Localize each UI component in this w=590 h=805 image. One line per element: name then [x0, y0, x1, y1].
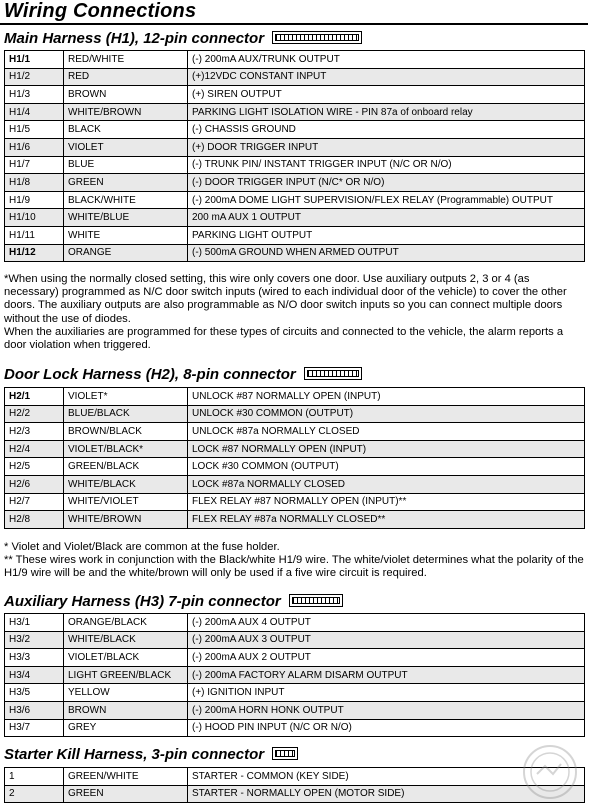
table-row [5, 121, 585, 139]
table-row [5, 493, 585, 511]
table-row [5, 209, 585, 227]
title-divider [0, 23, 588, 25]
pin-cell: H1/3 [5, 86, 64, 104]
function-cell: (+) IGNITION INPUT [188, 684, 585, 702]
pin-cell: H3/7 [5, 719, 64, 737]
table-row [5, 701, 585, 719]
table-row [5, 156, 585, 174]
pin-cell: H2/5 [5, 458, 64, 476]
wire-color-cell: BLACK/WHITE [64, 191, 188, 209]
table-row [5, 785, 585, 803]
pin-cell: H1/9 [5, 191, 64, 209]
connector-8pin-icon [304, 367, 362, 380]
h1-pin-table [4, 50, 585, 262]
watermark-logo [517, 744, 583, 800]
function-cell: (-) 200mA AUX 3 OUTPUT [188, 631, 585, 649]
function-cell: LOCK #87a NORMALLY CLOSED [188, 475, 585, 493]
wire-color-cell: VIOLET/BLACK* [64, 440, 188, 458]
h2-title-text: Door Lock Harness (H2), 8-pin connector [4, 366, 296, 383]
pin-cell: H2/7 [5, 493, 64, 511]
function-cell: (-) HOOD PIN INPUT (N/C OR N/O) [188, 719, 585, 737]
pin-cell: H1/8 [5, 174, 64, 192]
h1-note-2: When the auxiliaries are programmed for these types of circuits and connected to the vehicle, the alarm reports a door violation when triggered. [4, 325, 564, 352]
connector-7pin-icon [289, 594, 343, 607]
function-cell: (+) DOOR TRIGGER INPUT [188, 138, 585, 156]
table-row [5, 614, 585, 632]
wire-color-cell: RED/WHITE [64, 51, 188, 69]
pin-cell: H2/8 [5, 511, 64, 529]
wire-color-cell: YELLOW [64, 684, 188, 702]
function-cell: (-) 200mA AUX 2 OUTPUT [188, 649, 585, 667]
function-cell: (-) 200mA AUX 4 OUTPUT [188, 614, 585, 632]
function-cell: (-) 200mA FACTORY ALARM DISARM OUTPUT [188, 666, 585, 684]
table-row [5, 768, 585, 786]
h1-title-text: Main Harness (H1), 12-pin connector [4, 30, 265, 47]
pin-cell: H2/4 [5, 440, 64, 458]
wire-color-cell: LIGHT GREEN/BLACK [64, 666, 188, 684]
table-row [5, 511, 585, 529]
function-cell: 200 mA AUX 1 OUTPUT [188, 209, 585, 227]
h3-title-text: Auxiliary Harness (H3) 7-pin connector [4, 593, 281, 610]
starter-section-title [4, 746, 298, 763]
page-title: Wiring Connections [4, 0, 197, 22]
pin-cell: H3/4 [5, 666, 64, 684]
function-cell: (-) TRUNK PIN/ INSTANT TRIGGER INPUT (N/C OR N/O) [188, 156, 585, 174]
connector-12pin-icon [272, 31, 362, 44]
pin-cell: H3/2 [5, 631, 64, 649]
h2-pin-table [4, 387, 585, 529]
table-row [5, 458, 585, 476]
wire-color-cell: WHITE/VIOLET [64, 493, 188, 511]
table-row [5, 719, 585, 737]
table-row [5, 684, 585, 702]
function-cell: UNLOCK #87a NORMALLY CLOSED [188, 423, 585, 441]
function-cell: (+) SIREN OUTPUT [188, 86, 585, 104]
pin-cell: H3/3 [5, 649, 64, 667]
table-row [5, 666, 585, 684]
table-row [5, 103, 585, 121]
pin-cell: H1/7 [5, 156, 64, 174]
table-row [5, 226, 585, 244]
function-cell: (-) 200mA AUX/TRUNK OUTPUT [188, 51, 585, 69]
pin-cell: H2/1 [5, 388, 64, 406]
wire-color-cell: GREEN/WHITE [64, 768, 188, 786]
function-cell: UNLOCK #30 COMMON (OUTPUT) [188, 405, 585, 423]
pin-cell: H2/6 [5, 475, 64, 493]
function-cell: LOCK #30 COMMON (OUTPUT) [188, 458, 585, 476]
wire-color-cell: WHITE/BLACK [64, 631, 188, 649]
pin-cell: H2/2 [5, 405, 64, 423]
function-cell: (-) 200mA DOME LIGHT SUPERVISION/FLEX RELAY (Programmable) OUTPUT [188, 191, 585, 209]
function-cell: (-) DOOR TRIGGER INPUT (N/C* OR N/O) [188, 174, 585, 192]
wire-color-cell: ORANGE/BLACK [64, 614, 188, 632]
wire-color-cell: BLACK [64, 121, 188, 139]
h2-notes [4, 541, 586, 581]
pin-cell: 2 [5, 785, 64, 803]
starter-title-text: Starter Kill Harness, 3-pin connector [4, 746, 265, 763]
function-cell: FLEX RELAY #87 NORMALLY OPEN (INPUT)** [188, 493, 585, 511]
pin-cell: H1/2 [5, 68, 64, 86]
table-row [5, 649, 585, 667]
wire-color-cell: VIOLET* [64, 388, 188, 406]
function-cell: UNLOCK #87 NORMALLY OPEN (INPUT) [188, 388, 585, 406]
pin-cell: H2/3 [5, 423, 64, 441]
wire-color-cell: BROWN/BLACK [64, 423, 188, 441]
wire-color-cell: WHITE/BLACK [64, 475, 188, 493]
table-row [5, 86, 585, 104]
pin-cell: H1/4 [5, 103, 64, 121]
pin-cell: H1/6 [5, 138, 64, 156]
table-row [5, 440, 585, 458]
table-row [5, 475, 585, 493]
wire-color-cell: GREEN/BLACK [64, 458, 188, 476]
h1-notes [4, 273, 586, 352]
function-cell: PARKING LIGHT OUTPUT [188, 226, 585, 244]
wire-color-cell: BLUE/BLACK [64, 405, 188, 423]
pin-cell: H1/1 [5, 51, 64, 69]
table-row [5, 388, 585, 406]
function-cell: STARTER - COMMON (KEY SIDE) [188, 768, 585, 786]
pin-cell: H1/12 [5, 244, 64, 262]
wire-color-cell: RED [64, 68, 188, 86]
pin-cell: H3/5 [5, 684, 64, 702]
h2-section-title [4, 366, 362, 383]
function-cell: (-) 200mA HORN HONK OUTPUT [188, 701, 585, 719]
wire-color-cell: GREY [64, 719, 188, 737]
h1-section-title [4, 30, 362, 47]
table-row [5, 191, 585, 209]
wire-color-cell: WHITE/BLUE [64, 209, 188, 227]
pin-cell: 1 [5, 768, 64, 786]
h3-pin-table [4, 613, 585, 737]
function-cell: PARKING LIGHT ISOLATION WIRE - PIN 87a of onboard relay [188, 103, 585, 121]
table-row [5, 174, 585, 192]
pin-cell: H1/5 [5, 121, 64, 139]
table-row [5, 631, 585, 649]
function-cell: STARTER - NORMALLY OPEN (MOTOR SIDE) [188, 785, 585, 803]
table-row [5, 138, 585, 156]
wire-color-cell: VIOLET/BLACK [64, 649, 188, 667]
wire-color-cell: WHITE/BROWN [64, 511, 188, 529]
starter-pin-table [4, 767, 585, 803]
pin-cell: H1/10 [5, 209, 64, 227]
pin-cell: H3/1 [5, 614, 64, 632]
wire-color-cell: GREEN [64, 174, 188, 192]
wire-color-cell: VIOLET [64, 138, 188, 156]
pin-cell: H1/11 [5, 226, 64, 244]
wire-color-cell: GREEN [64, 785, 188, 803]
wire-color-cell: BROWN [64, 701, 188, 719]
pin-cell: H3/6 [5, 701, 64, 719]
h3-section-title [4, 593, 343, 610]
wire-color-cell: BROWN [64, 86, 188, 104]
function-cell: (-) CHASSIS GROUND [188, 121, 585, 139]
table-row [5, 244, 585, 262]
table-row [5, 68, 585, 86]
wire-color-cell: WHITE/BROWN [64, 103, 188, 121]
table-row [5, 405, 585, 423]
function-cell: (+)12VDC CONSTANT INPUT [188, 68, 585, 86]
function-cell: LOCK #87 NORMALLY OPEN (INPUT) [188, 440, 585, 458]
h2-note-2: ** These wires work in conjunction with the Black/white H1/9 wire. The white/violet determines what the polarity of the H1/9 wire will be and the white/brown will only be used if a five wire circuit is required. [4, 554, 584, 580]
wire-color-cell: BLUE [64, 156, 188, 174]
connector-3pin-icon [272, 747, 298, 760]
function-cell: (-) 500mA GROUND WHEN ARMED OUTPUT [188, 244, 585, 262]
wire-color-cell: WHITE [64, 226, 188, 244]
table-row [5, 423, 585, 441]
h1-note-1: *When using the normally closed setting, this wire only covers one door. Use auxiliary outputs 2, 3 or 4 (as necessary) programmed as N/C door switch inputs (wired to each individual door of the vehicle) to cover the other doors. The auxiliary outputs are also programmable as N/O door switch inputs so you can connect multiple doors without the use of diodes. [4, 273, 567, 325]
wire-color-cell: ORANGE [64, 244, 188, 262]
function-cell: FLEX RELAY #87a NORMALLY CLOSED** [188, 511, 585, 529]
h2-note-1: * Violet and Violet/Black are common at the fuse holder. [4, 541, 280, 553]
table-row [5, 51, 585, 69]
